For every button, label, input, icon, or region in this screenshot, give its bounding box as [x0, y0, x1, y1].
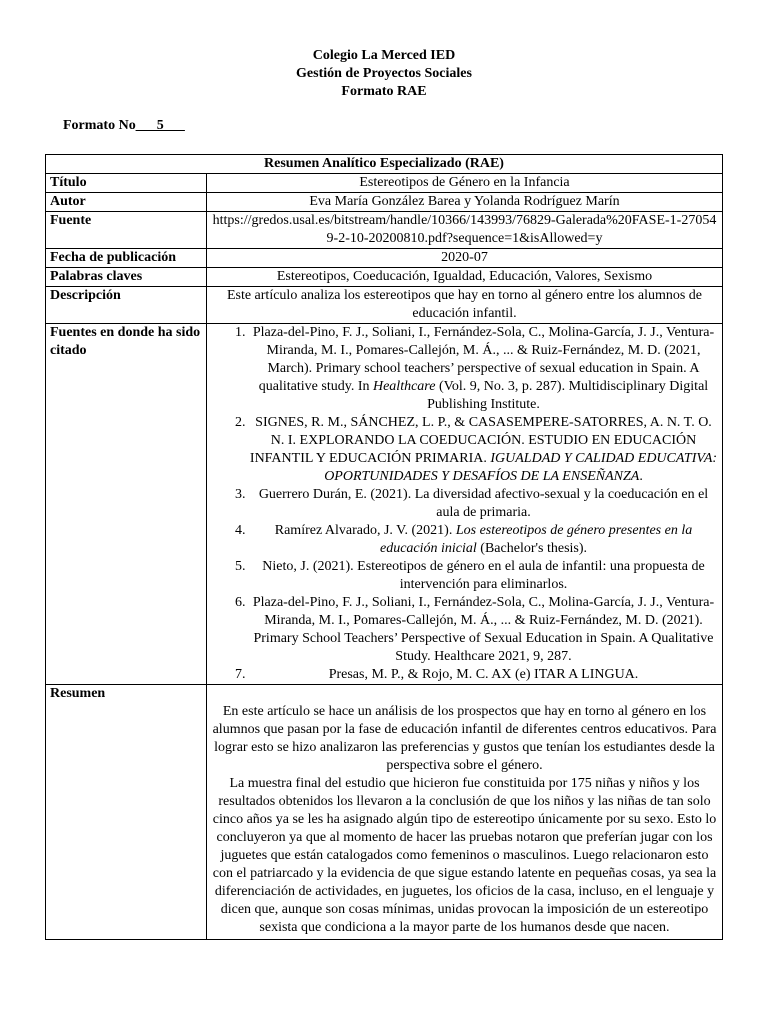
- resumen-cell: [207, 685, 723, 940]
- citation-text: (Vol. 9, No. 3, p. 287). Multidisciplinary Digital Publishing Institute.: [427, 379, 709, 412]
- rae-table: [45, 154, 723, 940]
- row-autor: [46, 193, 723, 212]
- school-name: Colegio La Merced IED: [312, 48, 456, 63]
- citation-item: [249, 414, 718, 486]
- department-name: Gestión de Proyectos Sociales: [296, 66, 472, 81]
- table-title-row: [46, 155, 723, 174]
- citation-italic-text: IGUALDAD Y CALIDAD EDUCATIVA: OPORTUNIDADES Y DESAFÍOS DE LA ENSEÑANZA: [324, 451, 718, 484]
- row-fuentes-citado: [46, 324, 723, 685]
- value-descripcion: Este artículo analiza los estereotipos que hay en torno al género entre los alumnos de educación infantil.: [207, 287, 723, 324]
- citation-text: SIGNES, R. M., SÁNCHEZ, L. P., & CASASEMPERE-SATORRES, A. N. T. O. N. I. EXPLORANDO LA COEDUCACIÓN. ESTUDIO EN EDUCACIÓN INFANTIL Y EDUCACIÓN PRIMARIA.: [249, 415, 712, 466]
- label-fuentes-citado: Fuentes en donde ha sido citado: [46, 324, 207, 685]
- resumen-paragraph: En este artículo se hace un análisis de los prospectos que hay en torno al género en los alumnos que pasan por la fase de educación infantil de diferentes centros educativos. Para lograr esto se hizo analizaron las preferencias y gustos que tenían los estudiantes desde la perspectiva sobre el género.: [212, 704, 717, 773]
- label-descripcion: Descripción: [46, 287, 207, 324]
- citation-item: [249, 558, 718, 594]
- citation-text: Plaza-del-Pino, F. J., Soliani, I., Fernández-Sola, C., Molina-García, J. J., Ventura-Miranda, M. I., Pomares-Callejón, M. Á., ... & Ruiz-Fernández, M. D. (2021, March). Primary school teachers’ perspective of sexual education in Spain. A qualitative study. In: [252, 325, 715, 394]
- citation-text: .: [639, 469, 643, 484]
- citation-italic-text: Healthcare: [372, 379, 436, 394]
- row-titulo: [46, 174, 723, 193]
- format-number-value: ___5___: [135, 118, 185, 133]
- citation-item: [249, 594, 718, 666]
- citation-item: [249, 486, 718, 522]
- row-resumen: [46, 685, 723, 940]
- label-fuente: Fuente: [46, 212, 207, 249]
- label-fecha: Fecha de publicación: [46, 249, 207, 268]
- citation-text: Ramírez Alvarado, J. V. (2021).: [274, 523, 456, 538]
- citation-text: Presas, M. P., & Rojo, M. C. AX (e) ITAR A LINGUA.: [328, 667, 639, 682]
- label-titulo: Título: [46, 174, 207, 193]
- label-autor: Autor: [46, 193, 207, 212]
- citation-text: Plaza-del-Pino, F. J., Soliani, I., Fernández-Sola, C., Molina-García, J. J., Ventura-Miranda, M. I., Pomares-Callejón, M. Á., ... & Ruiz-Fernández, M. D. (2021). Primary School Teachers’ Perspective of Sexual Education in Spain. A Qualitative Study. Healthcare 2021, 9, 287.: [252, 595, 715, 664]
- citation-italic-text: Los estereotipos de género presentes en la educación inicial: [379, 523, 693, 556]
- row-palabras: [46, 268, 723, 287]
- row-fuente: [46, 212, 723, 249]
- value-palabras: Estereotipos, Coeducación, Igualdad, Educación, Valores, Sexismo: [207, 268, 723, 287]
- resumen-paragraph: La muestra final del estudio que hicieron fue constituida por 175 niñas y niños y los resultados obtenidos los llevaron a la conclusión de que los niños y las niñas de tan solo cinco años ya se les ha asignado algún tipo de estereotipo únicamente por su sexo. Esto lo concluyeron ya que al momento de hacer las pruebas notaron que preferían jugar con los juguetes que están catalogados como femeninos o masculinos. Luego relacionaron esto con el patriarcado y la evidencia de que sigue estando latente en pequeñas cosas, ya sea la diferenciación de actividades, en juguetes, los oficios de la casa, incluso, en el lenguaje y dicen que, aunque son cosas mínimas, unidas provocan la imposición de un estereotipo sexista que condiciona a la mayor parte de los humanos desde que nacen.: [212, 776, 717, 935]
- citations-cell: [207, 324, 723, 685]
- format-number-line: [63, 118, 185, 134]
- label-palabras: Palabras claves: [46, 268, 207, 287]
- format-number-label: Formato No: [63, 118, 136, 133]
- citation-item: [249, 666, 718, 684]
- citation-text: (Bachelor's thesis).: [476, 541, 588, 556]
- citations-list: [211, 324, 718, 684]
- table-title: Resumen Analítico Especializado (RAE): [46, 155, 723, 174]
- citation-item: [249, 324, 718, 414]
- value-fecha: 2020-07: [207, 249, 723, 268]
- citation-text: Guerrero Durán, E. (2021). La diversidad afectivo-sexual y la coeducación en el aula de primaria.: [258, 487, 709, 520]
- value-fuente: https://gredos.usal.es/bitstream/handle/10366/143993/76829-Galerada%20FASE-1-270549-2-10-20200810.pdf?sequence=1&isAllowed=y: [207, 212, 723, 249]
- label-resumen: Resumen: [46, 685, 207, 940]
- document-header: [0, 47, 768, 101]
- value-titulo: Estereotipos de Género en la Infancia: [207, 174, 723, 193]
- citation-item: [249, 522, 718, 558]
- citation-text: Nieto, J. (2021). Estereotipos de género en el aula de infantil: una propuesta de intervención para eliminarlos.: [262, 559, 705, 592]
- row-descripcion: [46, 287, 723, 324]
- value-autor: Eva María González Barea y Yolanda Rodríguez Marín: [207, 193, 723, 212]
- row-fecha: [46, 249, 723, 268]
- form-name: Formato RAE: [341, 84, 427, 99]
